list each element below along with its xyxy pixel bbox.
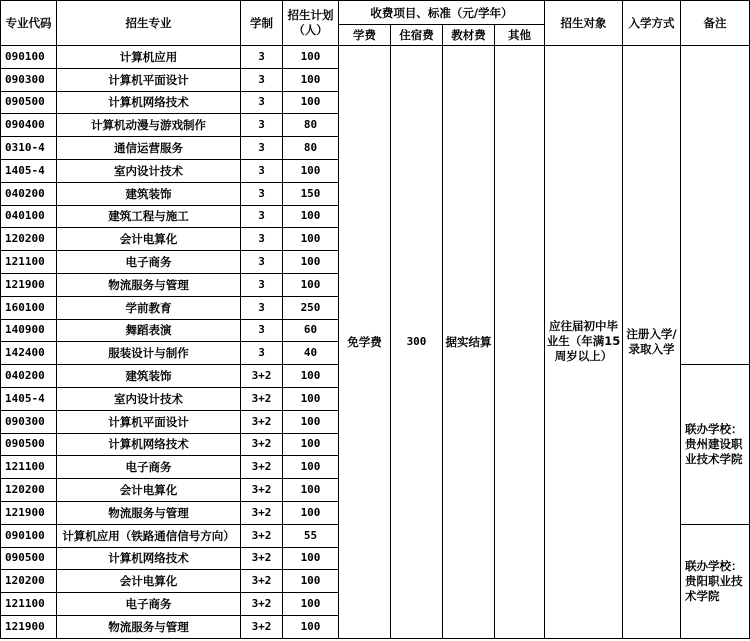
cell-years: 3 — [241, 114, 283, 137]
cell-code: 040100 — [1, 205, 57, 228]
cell-code: 090500 — [1, 91, 57, 114]
cell-major: 会计电算化 — [57, 228, 241, 251]
cell-major: 物流服务与管理 — [57, 615, 241, 638]
cell-years: 3+2 — [241, 615, 283, 638]
cell-major: 计算机应用（铁路通信信号方向） — [57, 524, 241, 547]
cell-major: 会计电算化 — [57, 570, 241, 593]
cell-years: 3 — [241, 251, 283, 274]
cell-plan: 100 — [283, 501, 339, 524]
cell-code: 120200 — [1, 228, 57, 251]
cell-major: 计算机平面设计 — [57, 68, 241, 91]
header-major: 招生专业 — [57, 1, 241, 46]
cell-years: 3 — [241, 228, 283, 251]
cell-major: 计算机网络技术 — [57, 547, 241, 570]
cell-major: 计算机应用 — [57, 46, 241, 69]
cell-plan: 100 — [283, 251, 339, 274]
cell-plan: 100 — [283, 205, 339, 228]
cell-years: 3 — [241, 319, 283, 342]
header-lodging: 住宿费 — [391, 25, 443, 46]
cell-code: 140900 — [1, 319, 57, 342]
cell-years: 3+2 — [241, 433, 283, 456]
cell-years: 3+2 — [241, 501, 283, 524]
cell-major: 室内设计技术 — [57, 387, 241, 410]
cell-plan: 100 — [283, 91, 339, 114]
cell-code: 090300 — [1, 68, 57, 91]
cell-plan: 100 — [283, 68, 339, 91]
cell-years: 3 — [241, 91, 283, 114]
cell-years: 3+2 — [241, 593, 283, 616]
cell-major: 通信运营服务 — [57, 137, 241, 160]
cell-years: 3 — [241, 137, 283, 160]
table-row — [1, 46, 750, 69]
cell-years: 3 — [241, 342, 283, 365]
cell-code: 1405-4 — [1, 387, 57, 410]
cell-years: 3 — [241, 182, 283, 205]
cell-plan: 100 — [283, 570, 339, 593]
remark-group-2: 联办学校：贵州建设职业技术学院 — [681, 365, 750, 525]
cell-major: 计算机网络技术 — [57, 433, 241, 456]
cell-code: 090300 — [1, 410, 57, 433]
header-textbook: 教材费 — [443, 25, 495, 46]
cell-code: 160100 — [1, 296, 57, 319]
cell-major: 物流服务与管理 — [57, 501, 241, 524]
cell-major: 电子商务 — [57, 456, 241, 479]
header-code: 专业代码 — [1, 1, 57, 46]
cell-code: 090500 — [1, 547, 57, 570]
header-other: 其他 — [495, 25, 545, 46]
cell-plan: 100 — [283, 410, 339, 433]
cell-textbook: 据实结算 — [443, 46, 495, 639]
cell-code: 090500 — [1, 433, 57, 456]
cell-major: 物流服务与管理 — [57, 273, 241, 296]
cell-code: 121100 — [1, 456, 57, 479]
cell-major: 建筑工程与施工 — [57, 205, 241, 228]
cell-major: 建筑装饰 — [57, 365, 241, 388]
cell-plan: 100 — [283, 228, 339, 251]
cell-major: 学前教育 — [57, 296, 241, 319]
header-target: 招生对象 — [545, 1, 623, 46]
cell-major: 计算机动漫与游戏制作 — [57, 114, 241, 137]
header-fees-group: 收费项目、标准（元/学年） — [339, 1, 545, 25]
cell-plan: 100 — [283, 479, 339, 502]
cell-code: 040200 — [1, 182, 57, 205]
cell-plan: 100 — [283, 365, 339, 388]
cell-code: 121100 — [1, 593, 57, 616]
cell-years: 3+2 — [241, 456, 283, 479]
header-plan: 招生计划（人） — [283, 1, 339, 46]
cell-plan: 100 — [283, 433, 339, 456]
cell-lodging: 300 — [391, 46, 443, 639]
header-years: 学制 — [241, 1, 283, 46]
cell-years: 3+2 — [241, 410, 283, 433]
cell-code: 121900 — [1, 273, 57, 296]
cell-years: 3 — [241, 273, 283, 296]
cell-plan: 250 — [283, 296, 339, 319]
cell-plan: 60 — [283, 319, 339, 342]
cell-major: 电子商务 — [57, 593, 241, 616]
cell-plan: 100 — [283, 46, 339, 69]
cell-major: 电子商务 — [57, 251, 241, 274]
cell-plan: 40 — [283, 342, 339, 365]
cell-years: 3 — [241, 46, 283, 69]
cell-code: 121900 — [1, 615, 57, 638]
cell-code: 120200 — [1, 479, 57, 502]
cell-years: 3+2 — [241, 524, 283, 547]
cell-plan: 100 — [283, 593, 339, 616]
cell-major: 建筑装饰 — [57, 182, 241, 205]
cell-code: 121100 — [1, 251, 57, 274]
remark-group-3: 联办学校：贵阳职业技术学院 — [681, 524, 750, 638]
cell-major: 室内设计技术 — [57, 159, 241, 182]
cell-code: 090400 — [1, 114, 57, 137]
cell-years: 3+2 — [241, 365, 283, 388]
cell-years: 3 — [241, 68, 283, 91]
remark-group-1 — [681, 46, 750, 365]
cell-code: 0310-4 — [1, 137, 57, 160]
cell-plan: 150 — [283, 182, 339, 205]
cell-years: 3+2 — [241, 387, 283, 410]
header-admission: 入学方式 — [623, 1, 681, 46]
cell-code: 120200 — [1, 570, 57, 593]
cell-major: 舞蹈表演 — [57, 319, 241, 342]
cell-years: 3+2 — [241, 547, 283, 570]
cell-plan: 100 — [283, 456, 339, 479]
cell-plan: 55 — [283, 524, 339, 547]
cell-years: 3 — [241, 205, 283, 228]
cell-admission: 注册入学/录取入学 — [623, 46, 681, 639]
header-tuition: 学费 — [339, 25, 391, 46]
header-remarks: 备注 — [681, 1, 750, 46]
cell-plan: 100 — [283, 547, 339, 570]
cell-major: 会计电算化 — [57, 479, 241, 502]
cell-major: 服装设计与制作 — [57, 342, 241, 365]
cell-plan: 80 — [283, 114, 339, 137]
cell-years: 3+2 — [241, 479, 283, 502]
cell-plan: 100 — [283, 273, 339, 296]
cell-code: 040200 — [1, 365, 57, 388]
cell-other — [495, 46, 545, 639]
cell-years: 3 — [241, 159, 283, 182]
cell-major: 计算机网络技术 — [57, 91, 241, 114]
cell-code: 121900 — [1, 501, 57, 524]
cell-tuition: 免学费 — [339, 46, 391, 639]
cell-code: 142400 — [1, 342, 57, 365]
cell-code: 090100 — [1, 46, 57, 69]
cell-code: 090100 — [1, 524, 57, 547]
cell-plan: 100 — [283, 387, 339, 410]
cell-code: 1405-4 — [1, 159, 57, 182]
cell-major: 计算机平面设计 — [57, 410, 241, 433]
cell-years: 3+2 — [241, 570, 283, 593]
cell-plan: 100 — [283, 159, 339, 182]
cell-plan: 100 — [283, 615, 339, 638]
cell-target: 应往届初中毕业生（年满15周岁以上） — [545, 46, 623, 639]
cell-years: 3 — [241, 296, 283, 319]
cell-plan: 80 — [283, 137, 339, 160]
